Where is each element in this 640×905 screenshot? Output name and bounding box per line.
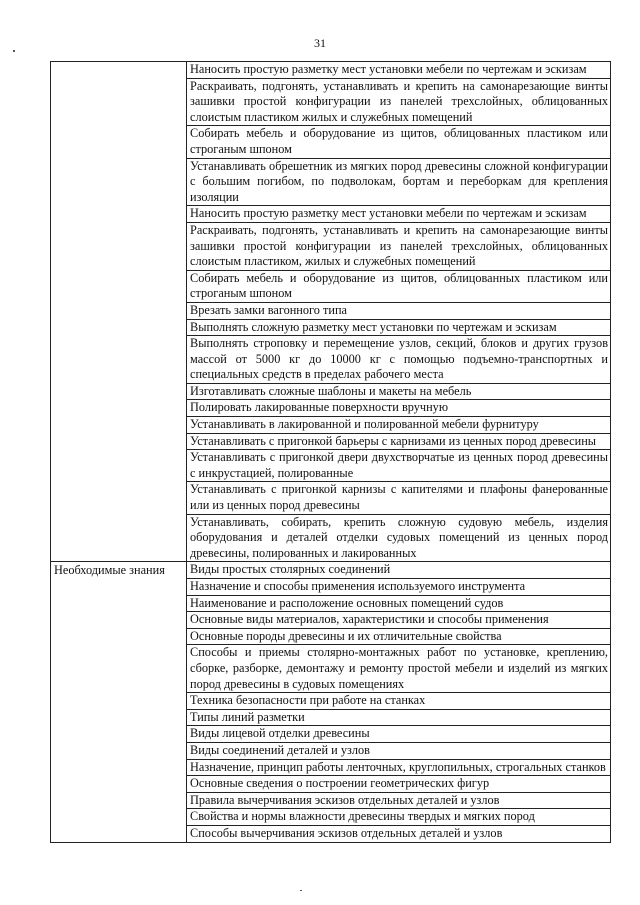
knowledge-cell: Наименование и расположение основных помещений судов xyxy=(187,595,611,612)
skill-cell: Собирать мебель и оборудование из щитов, облицованных пластиком или строганым шпоном xyxy=(187,126,611,158)
knowledge-cell: Способы вычерчивания эскизов отдельных деталей и узлов xyxy=(187,825,611,842)
skill-cell: Врезать замки вагонного типа xyxy=(187,302,611,319)
knowledge-cell: Свойства и нормы влажности древесины твердых и мягких пород xyxy=(187,809,611,826)
skill-cell: Выполнять сложную разметку мест установки по чертежам и эскизам xyxy=(187,319,611,336)
skills-label-cell xyxy=(51,62,187,562)
knowledge-cell: Виды соединений деталей и узлов xyxy=(187,742,611,759)
page-number: 31 xyxy=(314,36,326,50)
knowledge-cell: Виды лицевой отделки древесины xyxy=(187,726,611,743)
knowledge-cell: Виды простых столярных соединений xyxy=(187,562,611,579)
scan-speck xyxy=(13,50,15,52)
knowledge-cell: Способы и приемы столярно-монтажных работ по установке, креплению, сборке, разборке, демонтажу и ремонту простой мебели и изделий из мягких пород древесины в судовых помещениях xyxy=(187,645,611,693)
scan-speck xyxy=(300,890,302,891)
knowledge-cell: Основные виды материалов, характеристики и способы применения xyxy=(187,612,611,629)
skill-cell: Устанавливать с пригонкой карнизы с капителями и плафоны фанерованные или из ценных пород древесины xyxy=(187,482,611,514)
skill-cell: Устанавливать с пригонкой барьеры с карнизами из ценных пород древесины xyxy=(187,433,611,450)
competency-table xyxy=(50,61,611,843)
skill-cell: Устанавливать, собирать, крепить сложную судовую мебель, изделия оборудования и деталей отделки судовых помещений из ценных пород древесины, полированных и лакированных xyxy=(187,514,611,562)
knowledge-cell: Основные сведения о построении геометрических фигур xyxy=(187,776,611,793)
knowledge-cell: Техника безопасности при работе на станках xyxy=(187,693,611,710)
skill-cell: Раскраивать, подгонять, устанавливать и крепить на самонарезающие винты зашивки простой конфигурации из панелей трехслойных, облицованных слоистым пластиком жилых и служебных помещений xyxy=(187,78,611,126)
knowledge-cell: Правила вычерчивания эскизов отдельных деталей и узлов xyxy=(187,792,611,809)
skill-cell: Наносить простую разметку мест установки мебели по чертежам и эскизам xyxy=(187,62,611,79)
skill-cell: Изготавливать сложные шаблоны и макеты на мебель xyxy=(187,383,611,400)
skill-cell: Собирать мебель и оборудование из щитов, облицованных пластиком или строганым шпоном xyxy=(187,270,611,302)
knowledge-cell: Основные породы древесины и их отличительные свойства xyxy=(187,628,611,645)
knowledge-cell: Типы линий разметки xyxy=(187,709,611,726)
skill-cell: Устанавливать обрешетник из мягких пород древесины сложной конфигурации с большим погибом, по подволокам, бортам и переборкам для крепления изоляции xyxy=(187,158,611,206)
skill-cell: Устанавливать в лакированной и полированной мебели фурнитуру xyxy=(187,417,611,434)
knowledge-label: Необходимые знания xyxy=(54,563,165,578)
knowledge-label-cell xyxy=(51,562,187,842)
skill-cell: Наносить простую разметку мест установки мебели по чертежам и эскизам xyxy=(187,206,611,223)
skill-cell: Устанавливать с пригонкой двери двухстворчатые из ценных пород древесины с инкрустацией, полированные xyxy=(187,450,611,482)
table-row xyxy=(51,562,611,579)
knowledge-cell: Назначение и способы применения используемого инструмента xyxy=(187,579,611,596)
skill-cell: Полировать лакированные поверхности вручную xyxy=(187,400,611,417)
table-row xyxy=(51,62,611,79)
skill-cell: Раскраивать, подгонять, устанавливать и крепить на самонарезающие винты зашивки простой конфигурации из панелей трехслойных, облицованных слоистым пластиком, жилых и служебных помещений xyxy=(187,222,611,270)
knowledge-cell: Назначение, принцип работы ленточных, круглопильных, строгальных станков xyxy=(187,759,611,776)
skill-cell: Выполнять строповку и перемещение узлов, секций, блоков и других грузов массой от 5000 кг до 10000 кг с помощью подъемно-транспортных и специальных средств в пределах рабочего места xyxy=(187,336,611,384)
